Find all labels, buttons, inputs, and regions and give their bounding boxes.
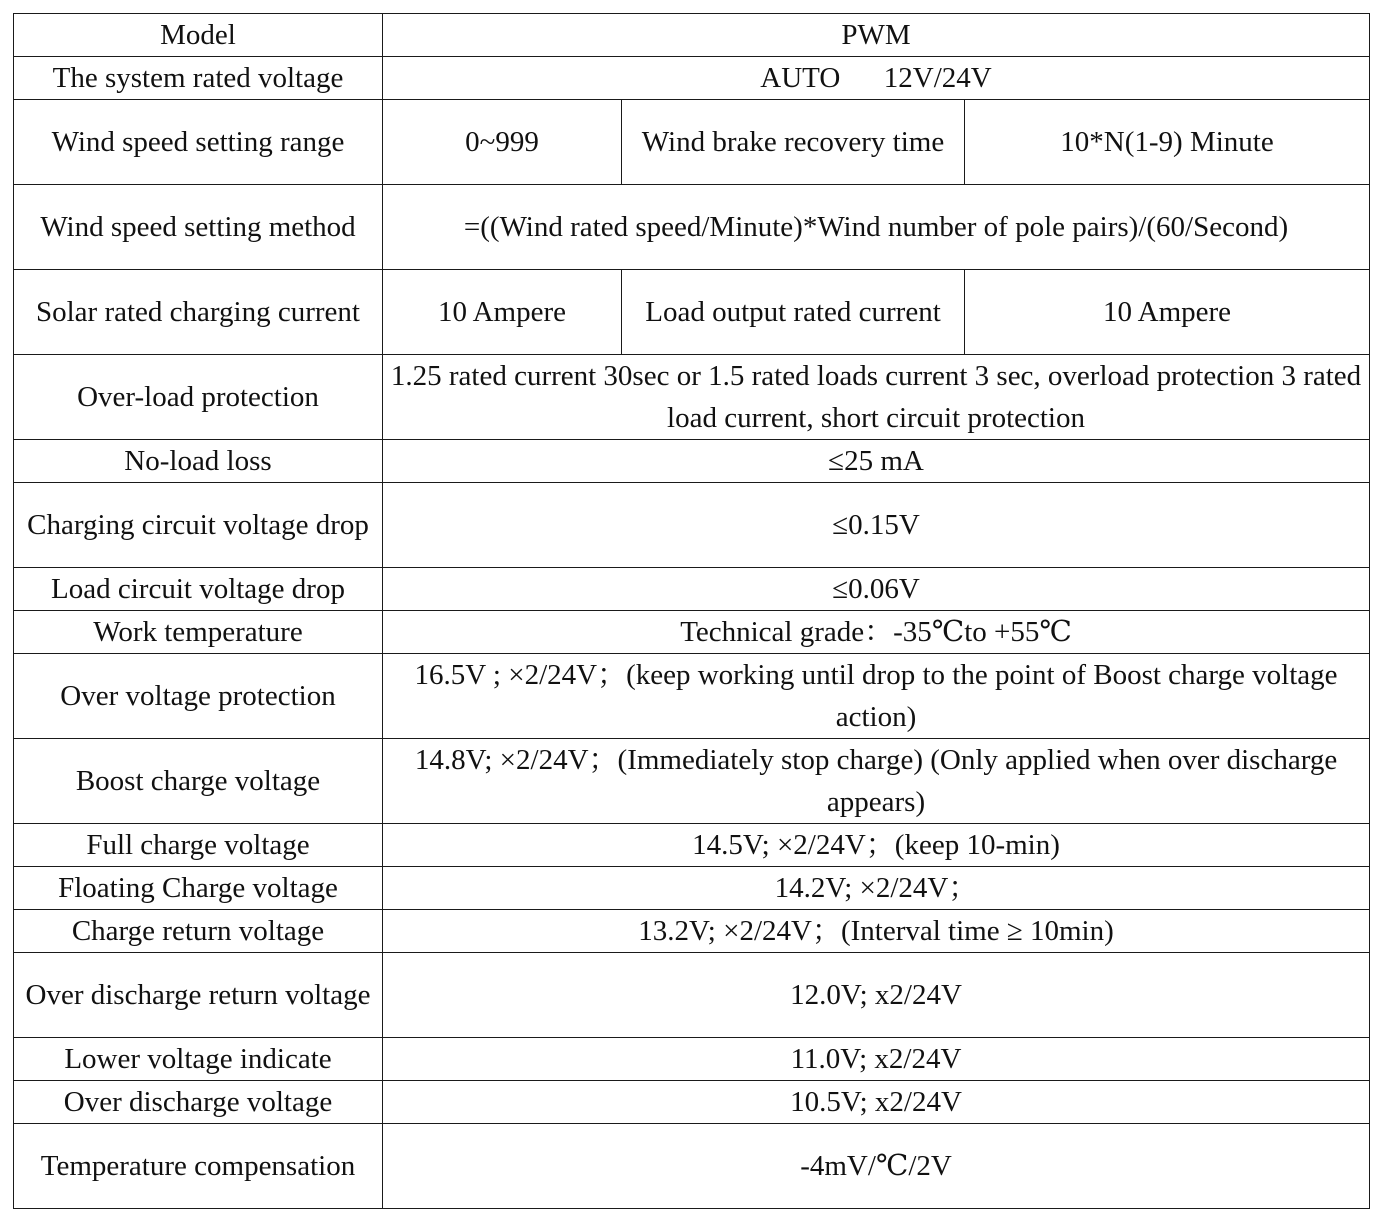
table-row <box>14 185 1370 270</box>
table-row <box>14 57 1370 100</box>
row-label: Load circuit voltage drop <box>14 568 383 611</box>
row-label: Model <box>14 14 383 57</box>
row-label: Charging circuit voltage drop <box>14 483 383 568</box>
row-value: 10*N(1-9) Minute <box>965 100 1370 185</box>
row-label: Temperature compensation <box>14 1124 383 1209</box>
row-value: 10 Ampere <box>383 270 622 355</box>
table-row <box>14 953 1370 1038</box>
row-label: Boost charge voltage <box>14 739 383 824</box>
row-label: Over-load protection <box>14 355 383 440</box>
row-sub-label: Wind brake recovery time <box>622 100 965 185</box>
row-value: 1.25 rated current 30sec or 1.5 rated loads current 3 sec, overload protection 3 rated load current, short circuit protection <box>383 355 1370 440</box>
row-label: Wind speed setting range <box>14 100 383 185</box>
row-label: Lower voltage indicate <box>14 1038 383 1081</box>
row-label: Floating Charge voltage <box>14 867 383 910</box>
row-value: ≤0.15V <box>383 483 1370 568</box>
table-row <box>14 440 1370 483</box>
table-row <box>14 910 1370 953</box>
row-label: Over discharge voltage <box>14 1081 383 1124</box>
table-row <box>14 867 1370 910</box>
row-label: Solar rated charging current <box>14 270 383 355</box>
row-label: Wind speed setting method <box>14 185 383 270</box>
row-value: 16.5V ; ×2/24V；(keep working until drop to the point of Boost charge voltage action) <box>383 654 1370 739</box>
row-label: No-load loss <box>14 440 383 483</box>
row-value: 13.2V; ×2/24V；(Interval time ≥ 10min) <box>383 910 1370 953</box>
row-label: Over discharge return voltage <box>14 953 383 1038</box>
row-value: 14.5V; ×2/24V；(keep 10-min) <box>383 824 1370 867</box>
spec-table <box>13 13 1370 1209</box>
row-value: 12.0V; x2/24V <box>383 953 1370 1038</box>
row-label: Over voltage protection <box>14 654 383 739</box>
row-value: PWM <box>383 14 1370 57</box>
row-value: 10 Ampere <box>965 270 1370 355</box>
row-value: 10.5V; x2/24V <box>383 1081 1370 1124</box>
row-value: =((Wind rated speed/Minute)*Wind number of pole pairs)/(60/Second) <box>383 185 1370 270</box>
row-value: 14.8V; ×2/24V；(Immediately stop charge) (Only applied when over discharge appears) <box>383 739 1370 824</box>
row-label: The system rated voltage <box>14 57 383 100</box>
table-row <box>14 611 1370 654</box>
row-value: Technical grade：-35℃to +55℃ <box>383 611 1370 654</box>
table-row <box>14 14 1370 57</box>
row-value: ≤25 mA <box>383 440 1370 483</box>
row-value: 11.0V; x2/24V <box>383 1038 1370 1081</box>
table-row <box>14 1081 1370 1124</box>
row-value: 14.2V; ×2/24V； <box>383 867 1370 910</box>
row-label: Charge return voltage <box>14 910 383 953</box>
table-row <box>14 739 1370 824</box>
row-label: Full charge voltage <box>14 824 383 867</box>
row-label: Work temperature <box>14 611 383 654</box>
table-row <box>14 824 1370 867</box>
table-row <box>14 654 1370 739</box>
row-value: -4mV/℃/2V <box>383 1124 1370 1209</box>
table-row <box>14 1124 1370 1209</box>
row-sub-label: Load output rated current <box>622 270 965 355</box>
table-row <box>14 568 1370 611</box>
table-row <box>14 483 1370 568</box>
table-row <box>14 1038 1370 1081</box>
table-row <box>14 270 1370 355</box>
table-row <box>14 100 1370 185</box>
row-value: 0~999 <box>383 100 622 185</box>
row-value: AUTO 12V/24V <box>383 57 1370 100</box>
table-row <box>14 355 1370 440</box>
row-value: ≤0.06V <box>383 568 1370 611</box>
